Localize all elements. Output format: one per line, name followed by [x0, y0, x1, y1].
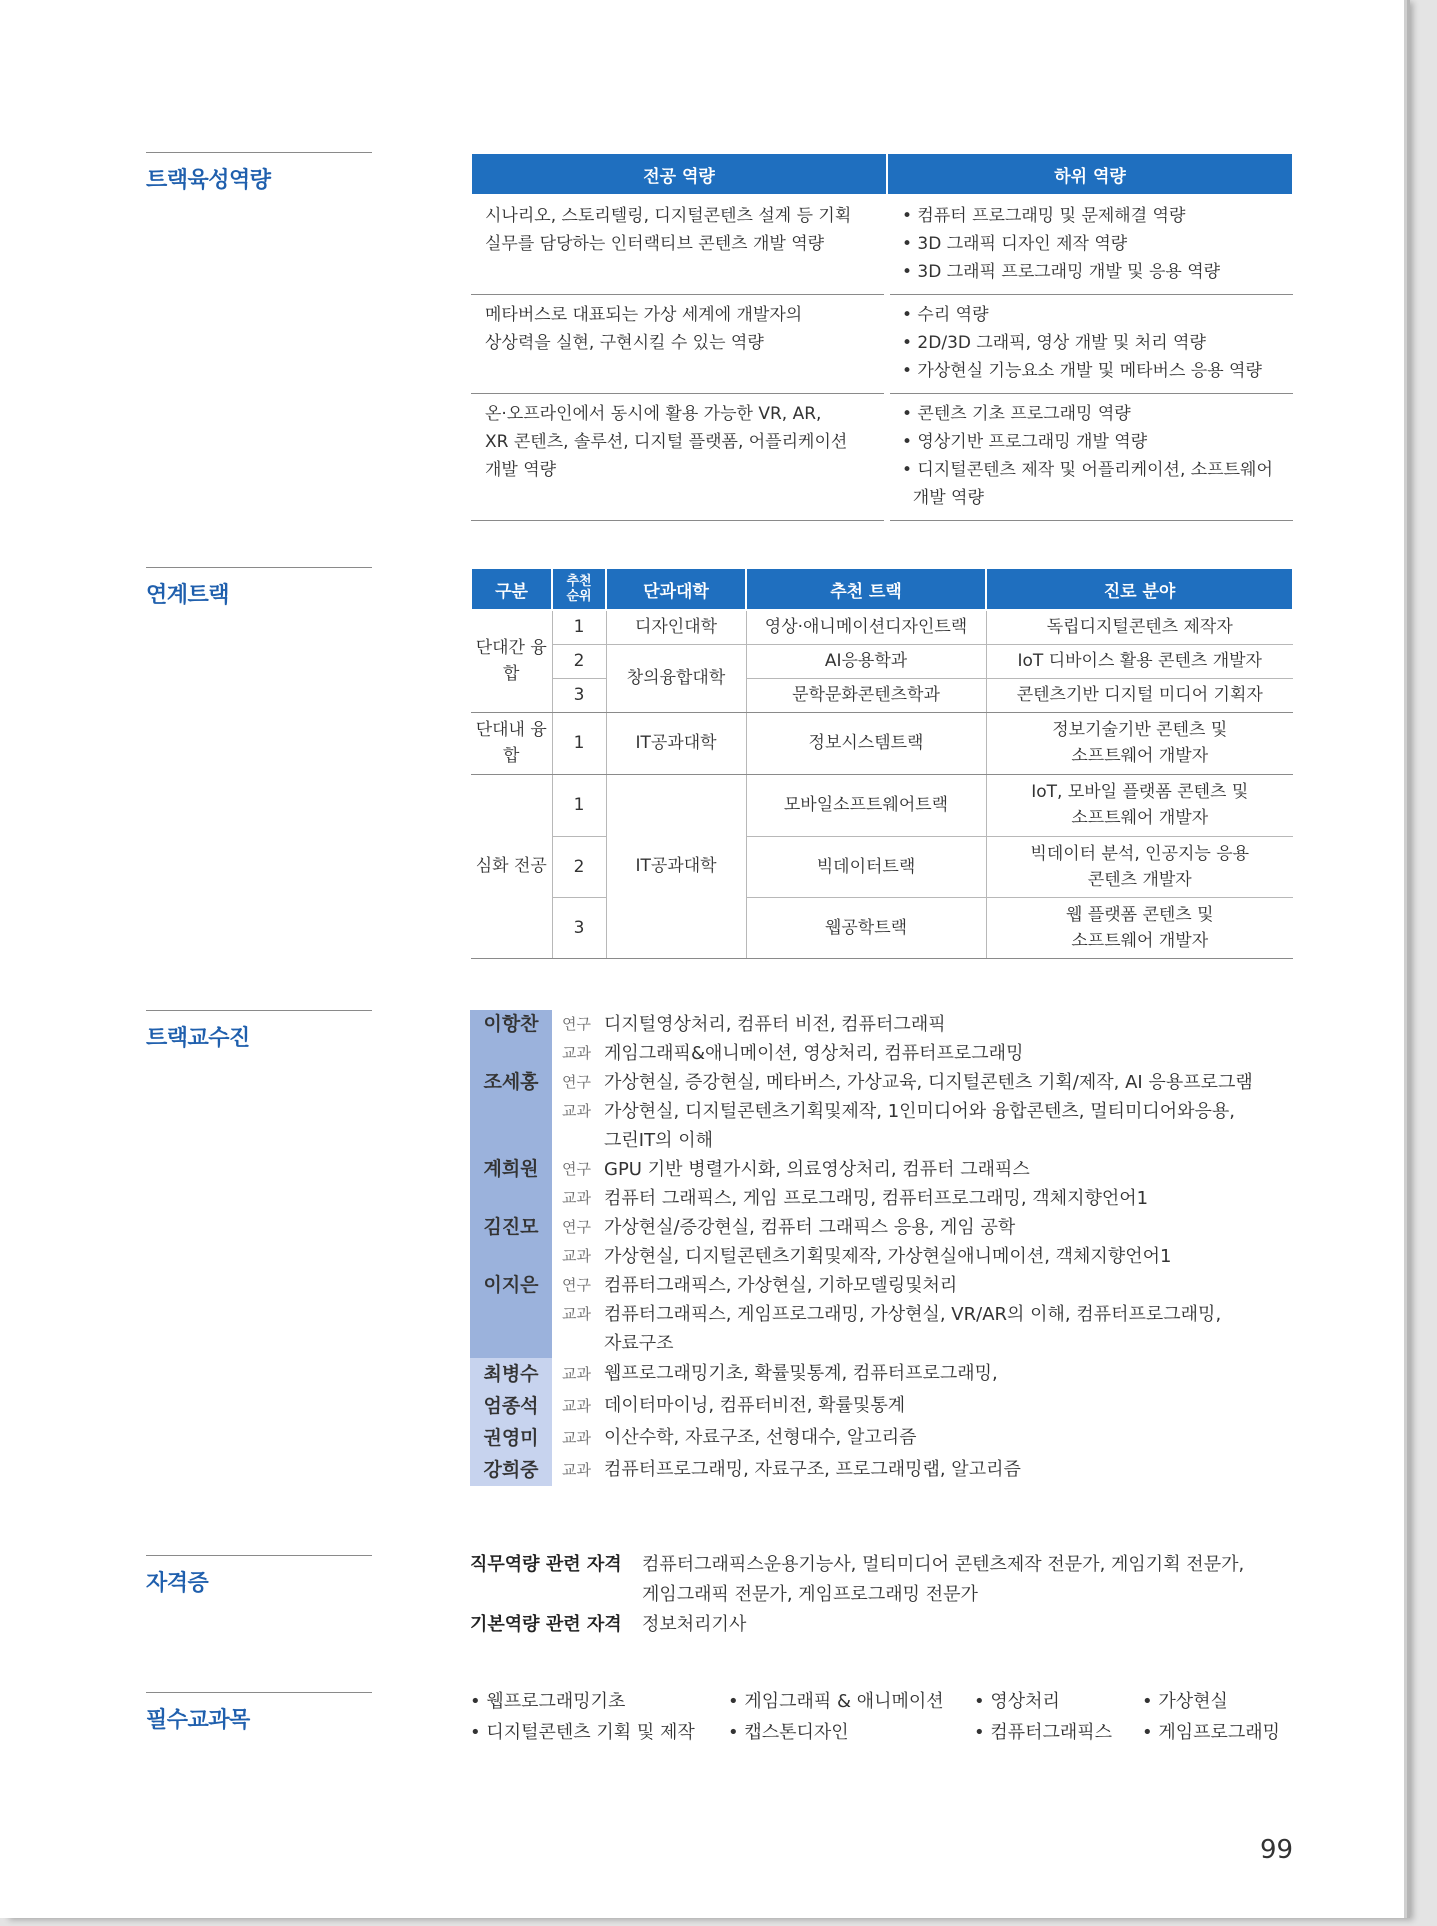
career-cell: 독립디지털콘텐츠 제작자: [986, 610, 1293, 644]
professor-detail-line: [562, 1300, 1292, 1329]
professor-entry: [470, 1422, 1292, 1454]
section-title: 자격증: [146, 1555, 372, 1597]
major-competency-line: 상상력을 실현, 구현시킬 수 있는 역량: [485, 333, 764, 353]
professor-name: 조세홍: [470, 1068, 552, 1155]
professor-details: [552, 1422, 1292, 1454]
professor-details: [552, 1271, 1292, 1358]
professor-details: [552, 1068, 1292, 1155]
category-cell: 단대내 융합: [471, 712, 552, 774]
professor-detail-line: [562, 1422, 1292, 1454]
professor-entry: [470, 1010, 1292, 1068]
sub-competency-item: • 디지털콘텐츠 제작 및 어플리케이션, 소프트웨어: [902, 460, 1273, 480]
professor-entry: [470, 1213, 1292, 1271]
required-course-item: • 게임프로그래밍: [1142, 1722, 1281, 1743]
sub-competency-cell: [887, 295, 1293, 394]
career-line: 콘텐츠 개발자: [1087, 869, 1192, 890]
header-major-competency: 전공 역량: [471, 153, 887, 195]
track-cell: 모바일소프트웨어트랙: [746, 774, 986, 836]
track-cell: 문학문화콘텐츠학과: [746, 678, 986, 712]
competency-row: [471, 195, 1293, 295]
header-sub-competency: 하위 역량: [887, 153, 1293, 195]
detail-text: 컴퓨터 그래픽스, 게임 프로그래밍, 컴퓨터프로그래밍, 객체지향언어1: [604, 1188, 1149, 1209]
professor-detail-line: [562, 1039, 1292, 1068]
career-line: IoT, 모바일 플랫폼 콘텐츠 및: [1031, 782, 1249, 802]
cert-label: 직무역량 관련 자격: [470, 1554, 622, 1575]
header-rank: [552, 568, 606, 610]
major-competency-line: 개발 역량: [485, 460, 557, 480]
sub-competency-item: • 영상기반 프로그래밍 개발 역량: [902, 432, 1148, 452]
professor-detail-line: [562, 1242, 1292, 1271]
rank-cell: 3: [552, 678, 606, 712]
detail-text: 디지털영상처리, 컴퓨터 비전, 컴퓨터그래픽: [604, 1014, 946, 1035]
sub-competency-cell: [887, 195, 1293, 295]
detail-tag: 연구: [562, 1218, 591, 1236]
major-competency-line: 메타버스로 대표되는 가상 세계에 개발자의: [485, 305, 803, 325]
category-cell: 심화 전공: [471, 774, 552, 958]
track-cell: 웹공학트랙: [746, 897, 986, 958]
professor-details: [552, 1390, 1292, 1422]
detail-tag: 교과: [562, 1429, 591, 1447]
linked-track-table: [470, 567, 1294, 959]
detail-text: 이산수학, 자료구조, 선형대수, 알고리즘: [604, 1427, 917, 1448]
detail-tag: 연구: [562, 1073, 591, 1091]
major-competency-cell: [471, 195, 887, 295]
career-cell: [986, 897, 1293, 958]
detail-text: GPU 기반 병렬가시화, 의료영상처리, 컴퓨터 그래픽스: [604, 1159, 1030, 1180]
professor-detail-line: [562, 1454, 1292, 1486]
career-line: 소프트웨어 개발자: [1071, 930, 1209, 951]
career-cell: IoT 디바이스 활용 콘텐츠 개발자: [986, 644, 1293, 678]
professor-detail-line: [562, 1155, 1292, 1184]
detail-tag: 교과: [562, 1461, 591, 1479]
professor-entry: [470, 1358, 1292, 1390]
professor-entry: [470, 1454, 1292, 1486]
detail-text: 컴퓨터프로그래밍, 자료구조, 프로그래밍랩, 알고리즘: [604, 1459, 1021, 1480]
section-title: 트랙교수진: [146, 1010, 372, 1052]
detail-text: 컴퓨터그래픽스, 가상현실, 기하모델링및처리: [604, 1275, 958, 1296]
detail-tag: 연구: [562, 1160, 591, 1178]
detail-tag: 교과: [562, 1247, 591, 1265]
header-college: 단과대학: [606, 568, 746, 610]
section-title: 필수교과목: [146, 1692, 372, 1734]
detail-text: 가상현실, 증강현실, 메타버스, 가상교육, 디지털콘텐츠 기획/제작, AI 응용프로그램: [604, 1072, 1253, 1093]
professor-name: 김진모: [470, 1213, 552, 1271]
professor-detail-line: [562, 1010, 1292, 1039]
detail-tag: 연구: [562, 1276, 591, 1294]
professor-name: 권영미: [470, 1422, 552, 1454]
required-course-item: • 컴퓨터그래픽스: [974, 1722, 1113, 1743]
detail-tag: [562, 1126, 604, 1155]
header-rank-line1: 추천: [566, 574, 592, 589]
header-recommended-track: 추천 트랙: [746, 568, 986, 610]
professor-name: 이항찬: [470, 1010, 552, 1068]
professor-detail-line: [562, 1358, 1292, 1390]
professor-entry: [470, 1068, 1292, 1155]
cert-row-basic: [470, 1610, 1292, 1640]
detail-text: 데이터마이닝, 컴퓨터비전, 확률및통계: [604, 1395, 906, 1416]
professor-detail-line: [562, 1126, 1292, 1155]
college-cell: 창의융합대학: [606, 644, 746, 712]
detail-tag: 교과: [562, 1397, 591, 1415]
detail-tag: 교과: [562, 1189, 591, 1207]
section-title: 연계트랙: [146, 567, 372, 609]
professor-entry: [470, 1155, 1292, 1213]
college-cell: IT공과대학: [606, 774, 746, 958]
required-course-item: • 웹프로그래밍기초: [470, 1691, 626, 1712]
sub-competency-cell: [887, 394, 1293, 521]
sub-competency-item: • 3D 그래픽 디자인 제작 역량: [902, 234, 1128, 254]
detail-tag: 연구: [562, 1015, 591, 1033]
category-cell: 단대간 융합: [471, 610, 552, 712]
competency-table: [470, 152, 1294, 521]
cert-value-line: 컴퓨터그래픽스운용기능사, 멀티미디어 콘텐츠제작 전문가, 게임기획 전문가,: [642, 1554, 1245, 1575]
sub-competency-item: 개발 역량: [902, 488, 984, 508]
professor-name: 엄종석: [470, 1390, 552, 1422]
detail-tag: 교과: [562, 1044, 591, 1062]
career-line: 웹 플랫폼 콘텐츠 및: [1065, 904, 1214, 925]
sub-competency-item: • 가상현실 기능요소 개발 및 메타버스 응용 역량: [902, 361, 1262, 381]
professor-name: 계희원: [470, 1155, 552, 1213]
rank-cell: 2: [552, 644, 606, 678]
sub-competency-item: • 3D 그래픽 프로그래밍 개발 및 응용 역량: [902, 262, 1221, 282]
required-course-item: • 게임그래픽 & 애니메이션: [728, 1691, 944, 1712]
cert-value-line: 게임그래픽 전문가, 게임프로그래밍 전문가: [642, 1584, 978, 1605]
detail-tag: 교과: [562, 1102, 591, 1120]
detail-text: 가상현실/증강현실, 컴퓨터 그래픽스 응용, 게임 공학: [604, 1217, 1016, 1238]
competency-row: [471, 394, 1293, 521]
cert-row-job: [470, 1550, 1292, 1610]
detail-tag: [562, 1329, 604, 1358]
detail-text: 그린IT의 이해: [604, 1130, 713, 1151]
required-course-item: • 영상처리: [974, 1691, 1060, 1712]
section-title: 트랙육성역량: [146, 152, 372, 194]
track-cell: 정보시스템트랙: [746, 712, 986, 774]
detail-text: 가상현실, 디지털콘텐츠기획및제작, 1인미디어와 융합콘텐츠, 멀티미디어와응용,: [604, 1101, 1236, 1122]
sub-competency-item: • 컴퓨터 프로그래밍 및 문제해결 역량: [902, 206, 1186, 226]
detail-text: 게임그래픽&애니메이션, 영상처리, 컴퓨터프로그래밍: [604, 1043, 1024, 1064]
rank-cell: 1: [552, 610, 606, 644]
professor-detail-line: [562, 1184, 1292, 1213]
major-competency-cell: [471, 295, 887, 394]
professor-details: [552, 1010, 1292, 1068]
required-course-item: • 가상현실: [1142, 1691, 1228, 1712]
professor-detail-line: [562, 1390, 1292, 1422]
cert-values: [642, 1610, 746, 1640]
page-number: 99: [1260, 1835, 1294, 1865]
detail-tag: 교과: [562, 1365, 591, 1383]
sub-competency-item: • 2D/3D 그래픽, 영상 개발 및 처리 역량: [902, 333, 1206, 353]
rank-cell: 1: [552, 712, 606, 774]
professor-details: [552, 1454, 1292, 1486]
linked-table-wrap: [470, 567, 1292, 959]
sub-competency-item: • 콘텐츠 기초 프로그래밍 역량: [902, 404, 1131, 424]
rank-cell: 3: [552, 897, 606, 958]
career-line: 정보기술기반 콘텐츠 및: [1052, 720, 1228, 740]
header-rank-line2: 순위: [566, 589, 592, 604]
professor-name: 최병수: [470, 1358, 552, 1390]
major-competency-line: 실무를 담당하는 인터랙티브 콘텐츠 개발 역량: [485, 234, 825, 254]
major-competency-cell: [471, 394, 887, 521]
career-line: 소프트웨어 개발자: [1071, 808, 1209, 828]
professor-name: 강희중: [470, 1454, 552, 1486]
certificate-list: [470, 1550, 1292, 1640]
professor-details: [552, 1155, 1292, 1213]
professor-entry: [470, 1271, 1292, 1358]
professor-detail-line: [562, 1329, 1292, 1358]
professor-name: 이지은: [470, 1271, 552, 1358]
major-competency-line: 온·오프라인에서 동시에 활용 가능한 VR, AR,: [485, 404, 822, 424]
career-line: 빅데이터 분석, 인공지능 응용: [1030, 843, 1250, 864]
professor-entry: [470, 1390, 1292, 1422]
track-cell: 빅데이터트랙: [746, 836, 986, 897]
rank-cell: 2: [552, 836, 606, 897]
cert-values: [642, 1550, 1244, 1610]
rank-cell: 1: [552, 774, 606, 836]
career-line: 소프트웨어 개발자: [1071, 746, 1209, 766]
major-competency-line: XR 콘텐츠, 솔루션, 디지털 플랫폼, 어플리케이션: [485, 432, 848, 452]
track-cell: AI응용학과: [746, 644, 986, 678]
cert-value-line: 정보처리기사: [642, 1614, 747, 1635]
professor-detail-line: [562, 1213, 1292, 1242]
college-cell: 디자인대학: [606, 610, 746, 644]
professor-details: [552, 1358, 1292, 1390]
track-cell: 영상·애니메이션디자인트랙: [746, 610, 986, 644]
professor-detail-line: [562, 1271, 1292, 1300]
detail-text: 가상현실, 디지털콘텐츠기획및제작, 가상현실애니메이션, 객체지향언어1: [604, 1246, 1172, 1267]
cert-label: 기본역량 관련 자격: [470, 1614, 622, 1635]
required-course-item: • 캡스톤디자인: [728, 1722, 849, 1743]
sub-competency-item: • 수리 역량: [902, 305, 989, 325]
faculty-list: [470, 1010, 1292, 1486]
detail-text: 자료구조: [604, 1333, 674, 1354]
detail-tag: 교과: [562, 1305, 591, 1323]
required-course-grid: [470, 1686, 1310, 1748]
major-competency-line: 시나리오, 스토리텔링, 디지털콘텐츠 설계 등 기획: [485, 206, 852, 226]
career-cell: [986, 712, 1293, 774]
detail-text: 컴퓨터그래픽스, 게임프로그래밍, 가상현실, VR/AR의 이해, 컴퓨터프로그래밍,: [604, 1304, 1222, 1325]
college-cell: IT공과대학: [606, 712, 746, 774]
professor-detail-line: [562, 1097, 1292, 1126]
career-cell: [986, 836, 1293, 897]
competency-row: [471, 295, 1293, 394]
professor-details: [552, 1213, 1292, 1271]
detail-text: 웹프로그래밍기초, 확률및통계, 컴퓨터프로그래밍,: [604, 1363, 998, 1384]
header-career-field: 진로 분야: [986, 568, 1293, 610]
career-cell: [986, 774, 1293, 836]
career-cell: 콘텐츠기반 디지털 미디어 기획자: [986, 678, 1293, 712]
header-category: 구분: [471, 568, 552, 610]
required-course-item: • 디지털콘텐츠 기획 및 제작: [470, 1722, 695, 1743]
professor-detail-line: [562, 1068, 1292, 1097]
competency-table-wrap: [470, 152, 1292, 521]
required-course-list: [470, 1686, 1310, 1748]
